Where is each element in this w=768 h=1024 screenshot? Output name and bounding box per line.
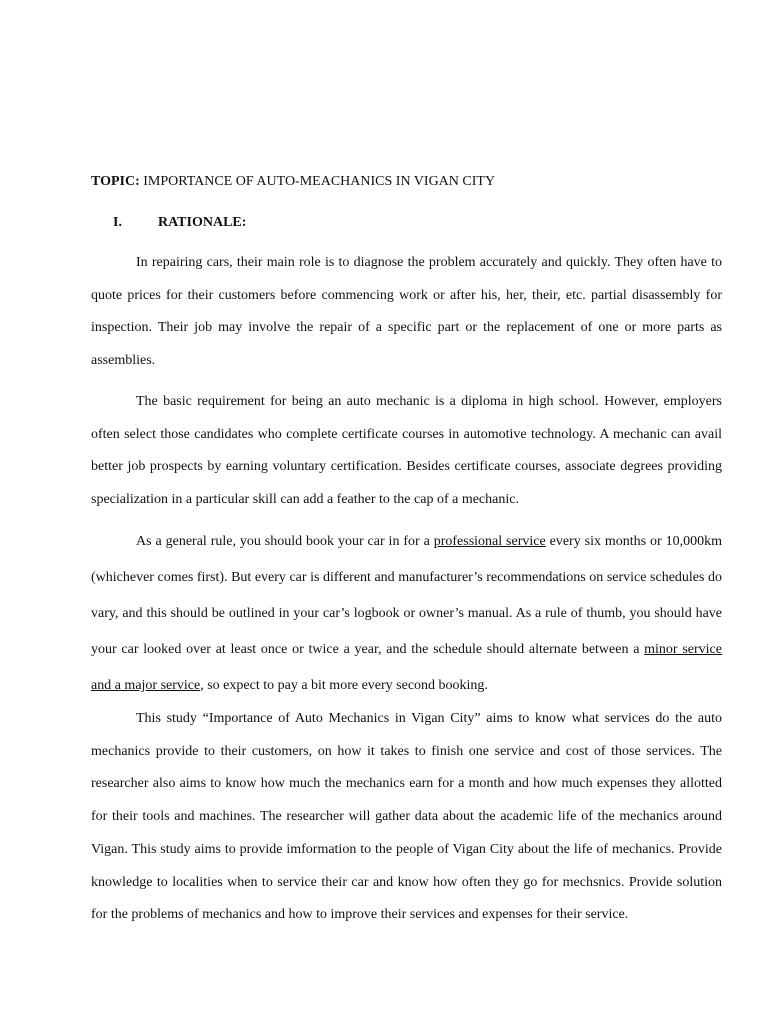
topic-text: IMPORTANCE OF AUTO-MEACHANICS IN VIGAN CITY [139,174,496,189]
paragraph-3-text-c: , so expect to pay a bit more every second booking. [200,678,488,693]
rationale-paragraph-3 [91,524,722,704]
rationale-paragraph-4: This study “Importance of Auto Mechanics in Vigan City” aims to know what services do the auto mechanics provide to their customers, on how it takes to finish one service and cost of those services. The researcher also aims to know how much the mechanics earn for a month and how much expenses they allotted for their tools and machines. The researcher will gather data about the academic life of the mechanics around Vigan. This study aims to provide imformation to the people of Vigan City about the life of mechanics. Provide knowledge to localities when to service their car and know how often they go for mechsnics. Provide solution for the problems of mechanics and how to improve their services and expenses for their service. [91,711,722,923]
paragraph-3-text-a: As a general rule, you should book your car in for a [136,534,434,549]
minor-major-service-link[interactable]: minor service and a major service [91,642,722,693]
section-number: I. [113,215,122,230]
section-title: RATIONALE: [158,215,247,230]
rationale-paragraph-1: In repairing cars, their main role is to diagnose the problem accurately and quickly. They often have to quote prices for their customers before commencing work or after his, her, their, etc. partial disassembly for inspection. Their job may involve the repair of a specific part or the replacement of one or more parts as assemblies. [91,255,722,369]
section-heading [113,215,246,231]
rationale-paragraph-2: The basic requirement for being an auto mechanic is a diploma in high school. However, employers often select those candidates who complete certificate courses in automotive technology. A mechanic can avail better job prospects by earning voluntary certification. Besides certificate courses, associate degrees providing specialization in a particular skill can add a feather to the cap of a mechanic. [91,394,722,508]
topic-line [91,174,495,190]
paragraph-3-text-b: every six months or 10,000km (whichever comes first). But every car is different and manufacturer’s recommendations on service schedules do vary, and this should be outlined in your car’s logbook or owner’s manual. As a rule of thumb, you should have your car looked over at least once or twice a year, and the schedule should alternate between a [91,534,722,657]
professional-service-link[interactable]: professional service [433,534,546,549]
topic-label: TOPIC: [91,174,140,189]
